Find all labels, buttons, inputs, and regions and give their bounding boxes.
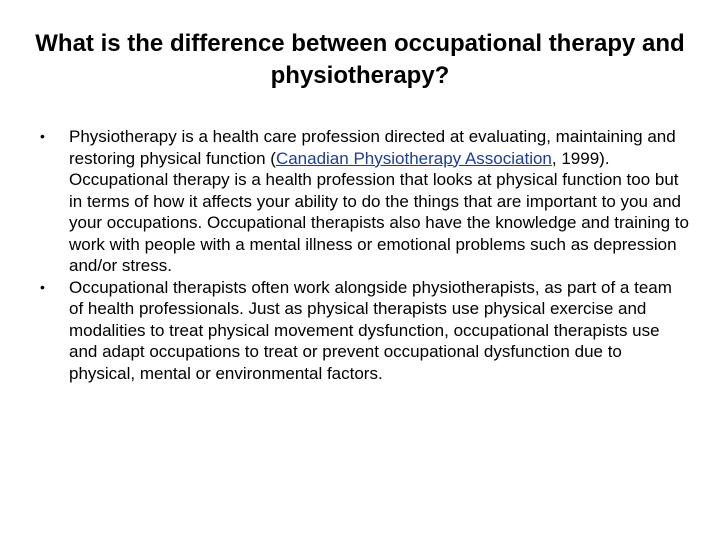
canadian-physiotherapy-association-link[interactable]: Canadian Physiotherapy Association xyxy=(275,148,552,168)
bullet-list xyxy=(40,126,690,384)
bullet-item-occupational-therapists xyxy=(40,277,690,385)
bullet-text-before-link: Physiotherapy is a health care profession directed at evaluating, maintaining and restoring physical function ( xyxy=(69,127,676,168)
bullet-marker: • xyxy=(40,128,45,144)
bullet-text: Occupational therapists often work alongside physiotherapists, as part of a team of health professionals. Just as physical therapists use physical exercise and modalities to treat physical movement dysfunction, occupational therapists use and adapt occupations to treat or prevent occupational dysfunction due to physical, mental or environmental factors. xyxy=(69,277,672,383)
bullet-marker: • xyxy=(40,278,45,295)
slide-title: What is the difference between occupational therapy and physiotherapy? xyxy=(35,30,685,89)
bullet-item-physiotherapy xyxy=(40,126,690,277)
bullet-text-after-link: , 1999). Occupational therapy is a health profession that looks at physical function too but in terms of how it affects your ability to do the things that are important to you and your occupations. Occupational therapists also have the knowledge and training to work with people with a mental illness or emotional problems such as depression and/or stress. xyxy=(69,148,689,275)
